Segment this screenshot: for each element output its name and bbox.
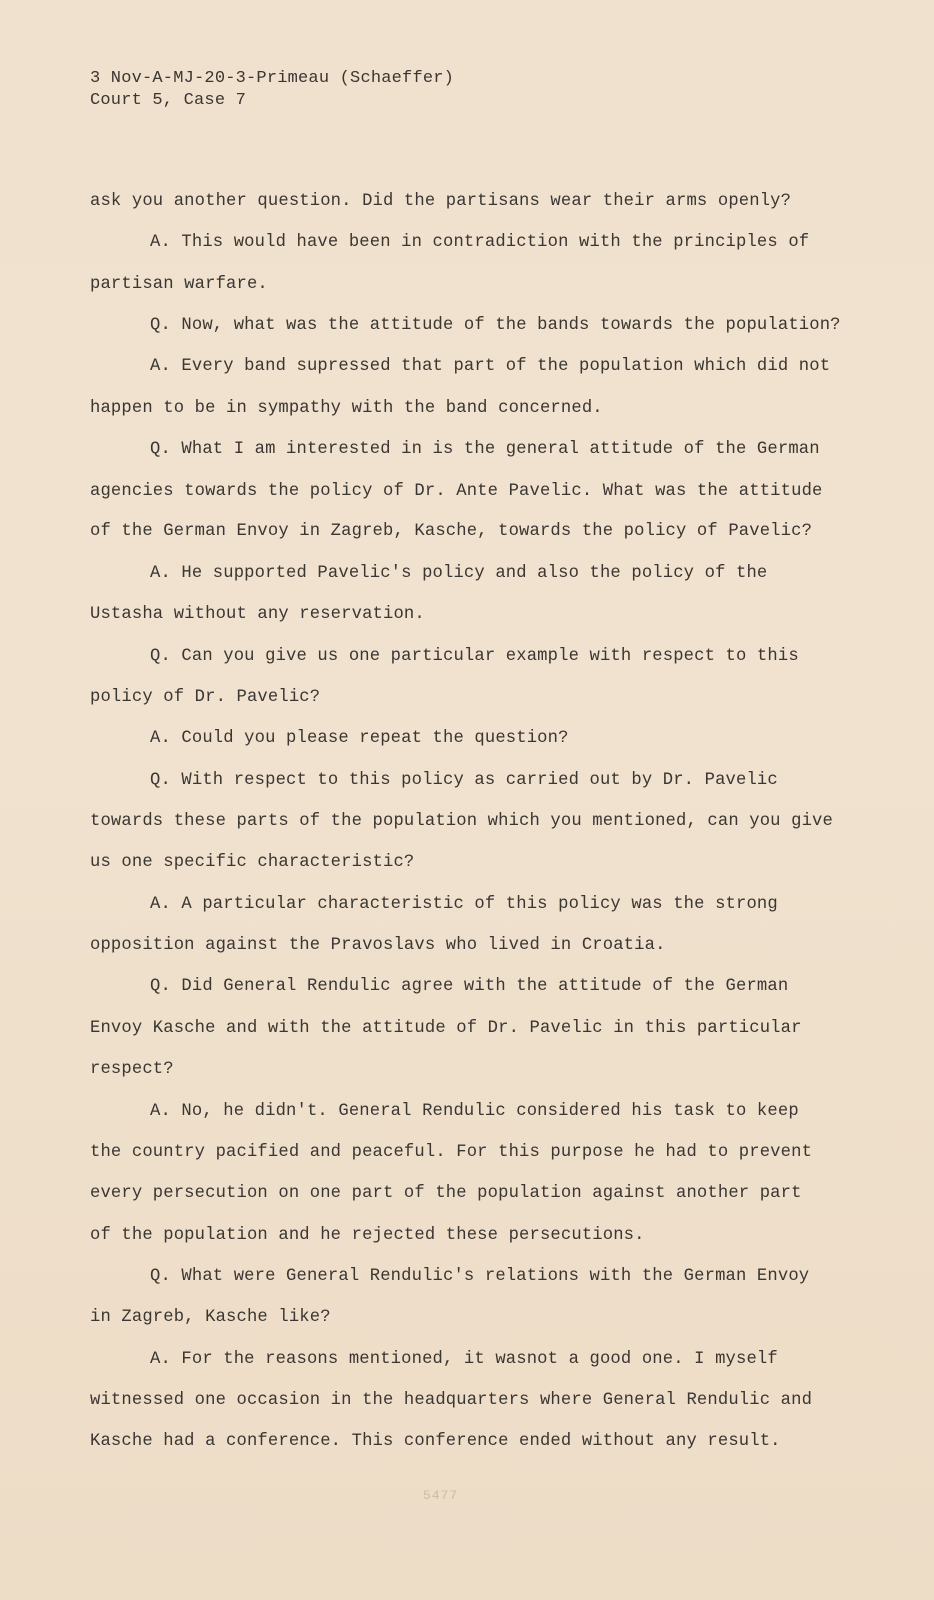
transcript-line: every persecution on one part of the population against another part (90, 1184, 802, 1203)
transcript-line: happen to be in sympathy with the band concerned. (90, 399, 603, 418)
transcript-line: ask you another question. Did the partisans wear their arms openly? (90, 192, 792, 211)
transcript-line: Q. Can you give us one particular example with respect to this (150, 647, 799, 666)
transcript-line: policy of Dr. Pavelic? (90, 688, 321, 707)
header-court-case: Court 5, Case 7 (90, 91, 247, 110)
transcript-line: of the population and he rejected these persecutions. (90, 1226, 645, 1245)
header-reference: 3 Nov-A-MJ-20-3-Primeau (Schaeffer) (90, 69, 455, 88)
transcript-line: Q. With respect to this policy as carried out by Dr. Pavelic (150, 771, 778, 790)
transcript-line: in Zagreb, Kasche like? (90, 1308, 331, 1327)
transcript-line: Kasche had a conference. This conference ended without any result. (90, 1432, 781, 1451)
transcript-line: A. No, he didn't. General Rendulic considered his task to keep (150, 1102, 799, 1121)
transcript-line: A. A particular characteristic of this policy was the strong (150, 895, 778, 914)
transcript-line: us one specific characteristic? (90, 853, 415, 872)
transcript-line: A. Every band supressed that part of the population which did not (150, 357, 831, 376)
document-header (90, 68, 454, 112)
transcript-line: A. This would have been in contradiction with the principles of (150, 233, 810, 252)
transcript-line: of the German Envoy in Zagreb, Kasche, towards the policy of Pavelic? (90, 522, 813, 541)
transcript-line: Q. What were General Rendulic's relations with the German Envoy (150, 1267, 810, 1286)
transcript-line: Envoy Kasche and with the attitude of Dr. Pavelic in this particular (90, 1019, 802, 1038)
transcript-line: A. He supported Pavelic's policy and also the policy of the (150, 564, 768, 583)
transcript-line: respect? (90, 1060, 174, 1079)
transcript-line: partisan warfare. (90, 275, 268, 294)
transcript-line: Q. Now, what was the attitude of the bands towards the population? (150, 316, 841, 335)
transcript-line: opposition against the Pravoslavs who lived in Croatia. (90, 936, 666, 955)
transcript-line: Ustasha without any reservation. (90, 605, 425, 624)
transcript-line: Q. Did General Rendulic agree with the attitude of the German (150, 977, 789, 996)
transcript-line: A. Could you please repeat the question? (150, 729, 569, 748)
transcript-line: towards these parts of the population which you mentioned, can you give (90, 812, 833, 831)
page-number: 5477 (423, 1488, 459, 1503)
transcript-line: agencies towards the policy of Dr. Ante Pavelic. What was the attitude (90, 482, 823, 501)
transcript-line: the country pacified and peaceful. For this purpose he had to prevent (90, 1143, 813, 1162)
transcript-line: Q. What I am interested in is the general attitude of the German (150, 440, 820, 459)
transcript-line: A. For the reasons mentioned, it wasnot a good one. I myself (150, 1350, 778, 1369)
transcript-line: witnessed one occasion in the headquarters where General Rendulic and (90, 1391, 813, 1410)
